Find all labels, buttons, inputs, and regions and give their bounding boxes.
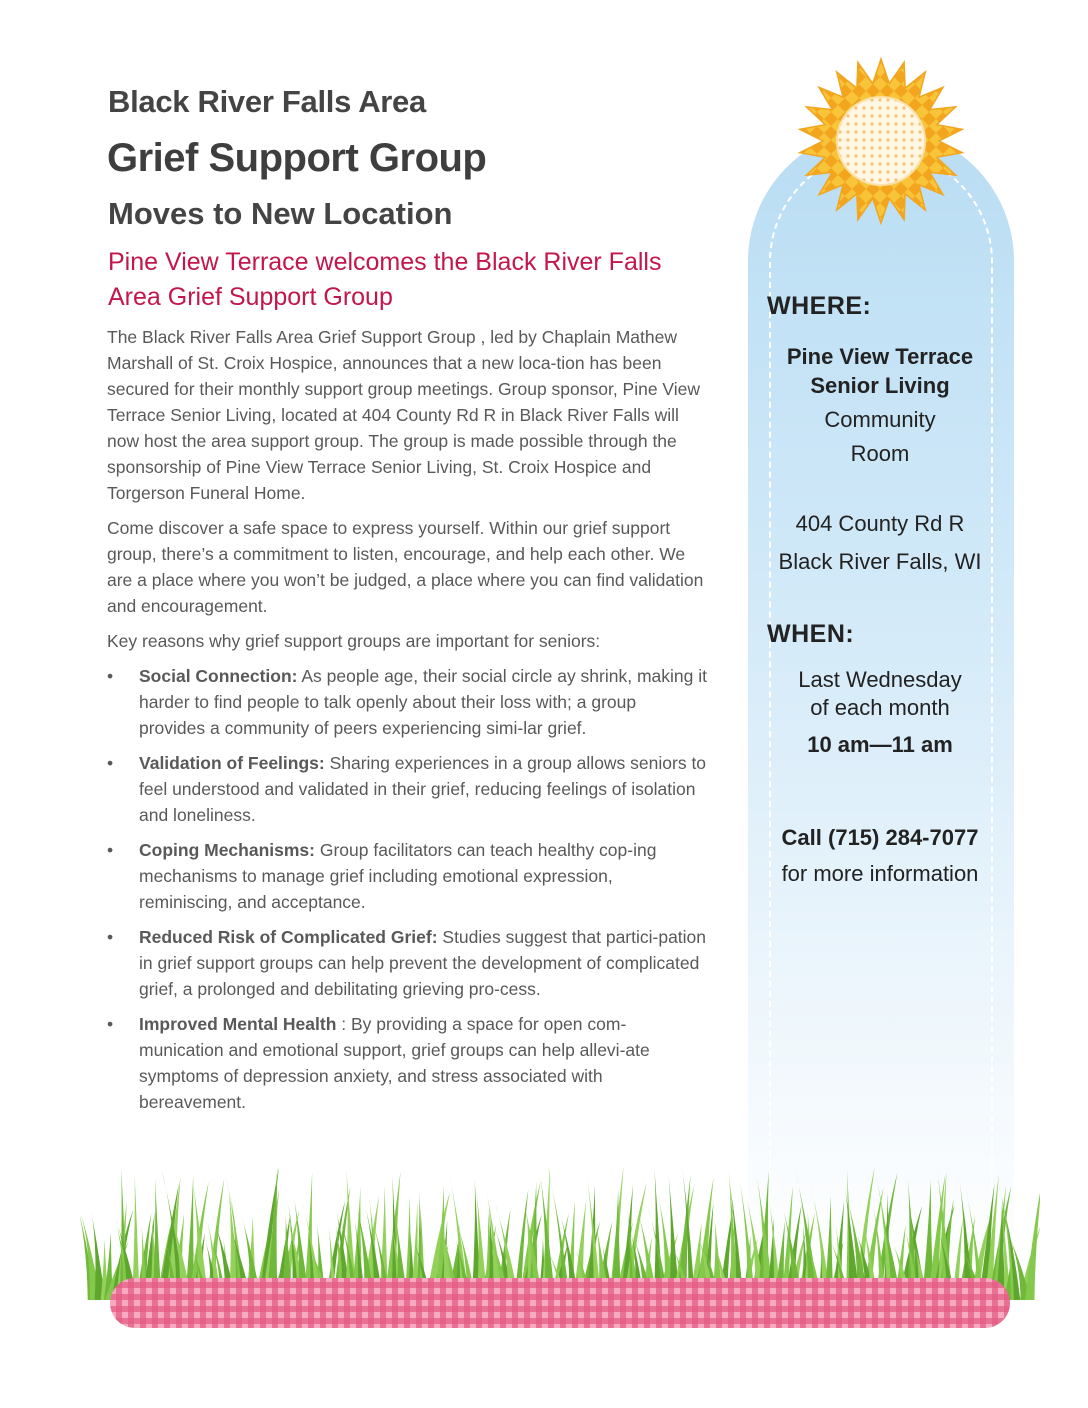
room-line1: Community — [824, 407, 936, 432]
list-item-text: Sharing experiences in a group allows seniors to feel understood and validated in their grief, reducing feelings of isolation and loneliness. — [139, 753, 707, 825]
sun-icon — [796, 56, 966, 226]
list-item-title: Coping Mechanisms: — [139, 840, 315, 860]
address — [752, 505, 1008, 581]
room-name — [752, 403, 1008, 471]
list-item-text: : By providing a space for open com-munication and emotional support, grief groups can help allevi-ate symptoms of depression anxiety, and stress associated with bereavement. — [139, 1014, 650, 1112]
when-line1: Last Wednesday — [798, 667, 962, 692]
list-item — [107, 837, 707, 915]
reasons-list — [107, 663, 707, 1115]
page-title: Grief Support Group — [107, 136, 487, 180]
when-line2: of each month — [810, 695, 950, 720]
venue-line1: Pine View Terrace — [786, 344, 974, 369]
paragraph-key-reasons: Key reasons why grief support groups are important for seniors: — [107, 631, 601, 651]
venue-name — [752, 342, 1008, 400]
address-line1: 404 County Rd R — [795, 511, 965, 536]
schedule — [752, 666, 1008, 722]
phone-number: Call (715) 284-7077 — [781, 825, 979, 850]
bullet-icon: • — [107, 666, 114, 686]
meeting-time: 10 am—11 am — [807, 732, 953, 757]
tablecloth-strip — [110, 1278, 1010, 1328]
list-item — [107, 750, 707, 828]
list-item-title: Validation of Feelings: — [139, 753, 325, 773]
header-line3: Moves to New Location — [108, 196, 453, 231]
list-item-text: Group facilitators can teach healthy cop-ing mechanisms to manage grief including emotional expression, reminiscing, and acceptance. — [139, 840, 657, 912]
list-item-title: Social Connection: — [139, 666, 298, 686]
paragraph-invite: Come discover a safe space to express yourself. Within our grief support group, there’s a commitment to listen, encourage, and help each other. We are a place where you won’t be judged, a place where you can find validation and encouragement. — [107, 518, 704, 616]
list-item — [107, 663, 707, 741]
subtitle: Pine View Terrace welcomes the Black River Falls Area Grief Support Group — [108, 248, 662, 311]
address-line2: Black River Falls, WI — [778, 549, 982, 574]
bullet-icon: • — [107, 753, 114, 773]
header-line1: Black River Falls Area — [108, 84, 426, 119]
list-item — [107, 924, 707, 1002]
list-item — [107, 1011, 707, 1115]
bullet-icon: • — [107, 1014, 114, 1034]
grass-border-illustration — [80, 1150, 1040, 1350]
paragraph-intro: The Black River Falls Area Grief Support Group , led by Chaplain Mathew Marshall of St. Croix Hospice, announces that a new loca-tion has been secured for their monthly support group meetings. Group sponsor, Pine View Terrace Senior Living, located at 404 County Rd R in Black River Falls will now host the area support group. The group is made possible through the sponsorship of Pine View Terrace Senior Living, St. Croix Hospice and Torgerson Funeral Home. — [107, 327, 701, 503]
bullet-icon: • — [107, 840, 114, 860]
list-item-text: As people age, their social circle ay shrink, making it harder to find people to talk openly about their loss with; a group provides a community of peers experiencing simi-lar grief. — [139, 666, 707, 738]
room-line2: Room — [850, 441, 910, 466]
more-info-text: for more information — [781, 861, 979, 886]
list-item-text: Studies suggest that partici-pation in grief support groups can help prevent the development of complicated grief, a prolonged and debilitating grieving pro-cess. — [139, 927, 707, 999]
list-item-title: Improved Mental Health — [139, 1014, 337, 1034]
body-text — [107, 324, 707, 1124]
bullet-icon: • — [107, 927, 114, 947]
where-heading: WHERE: — [767, 292, 872, 320]
when-heading: WHEN: — [767, 620, 855, 648]
venue-line2: Senior Living — [810, 373, 950, 398]
list-item-title: Reduced Risk of Complicated Grief: — [139, 927, 438, 947]
